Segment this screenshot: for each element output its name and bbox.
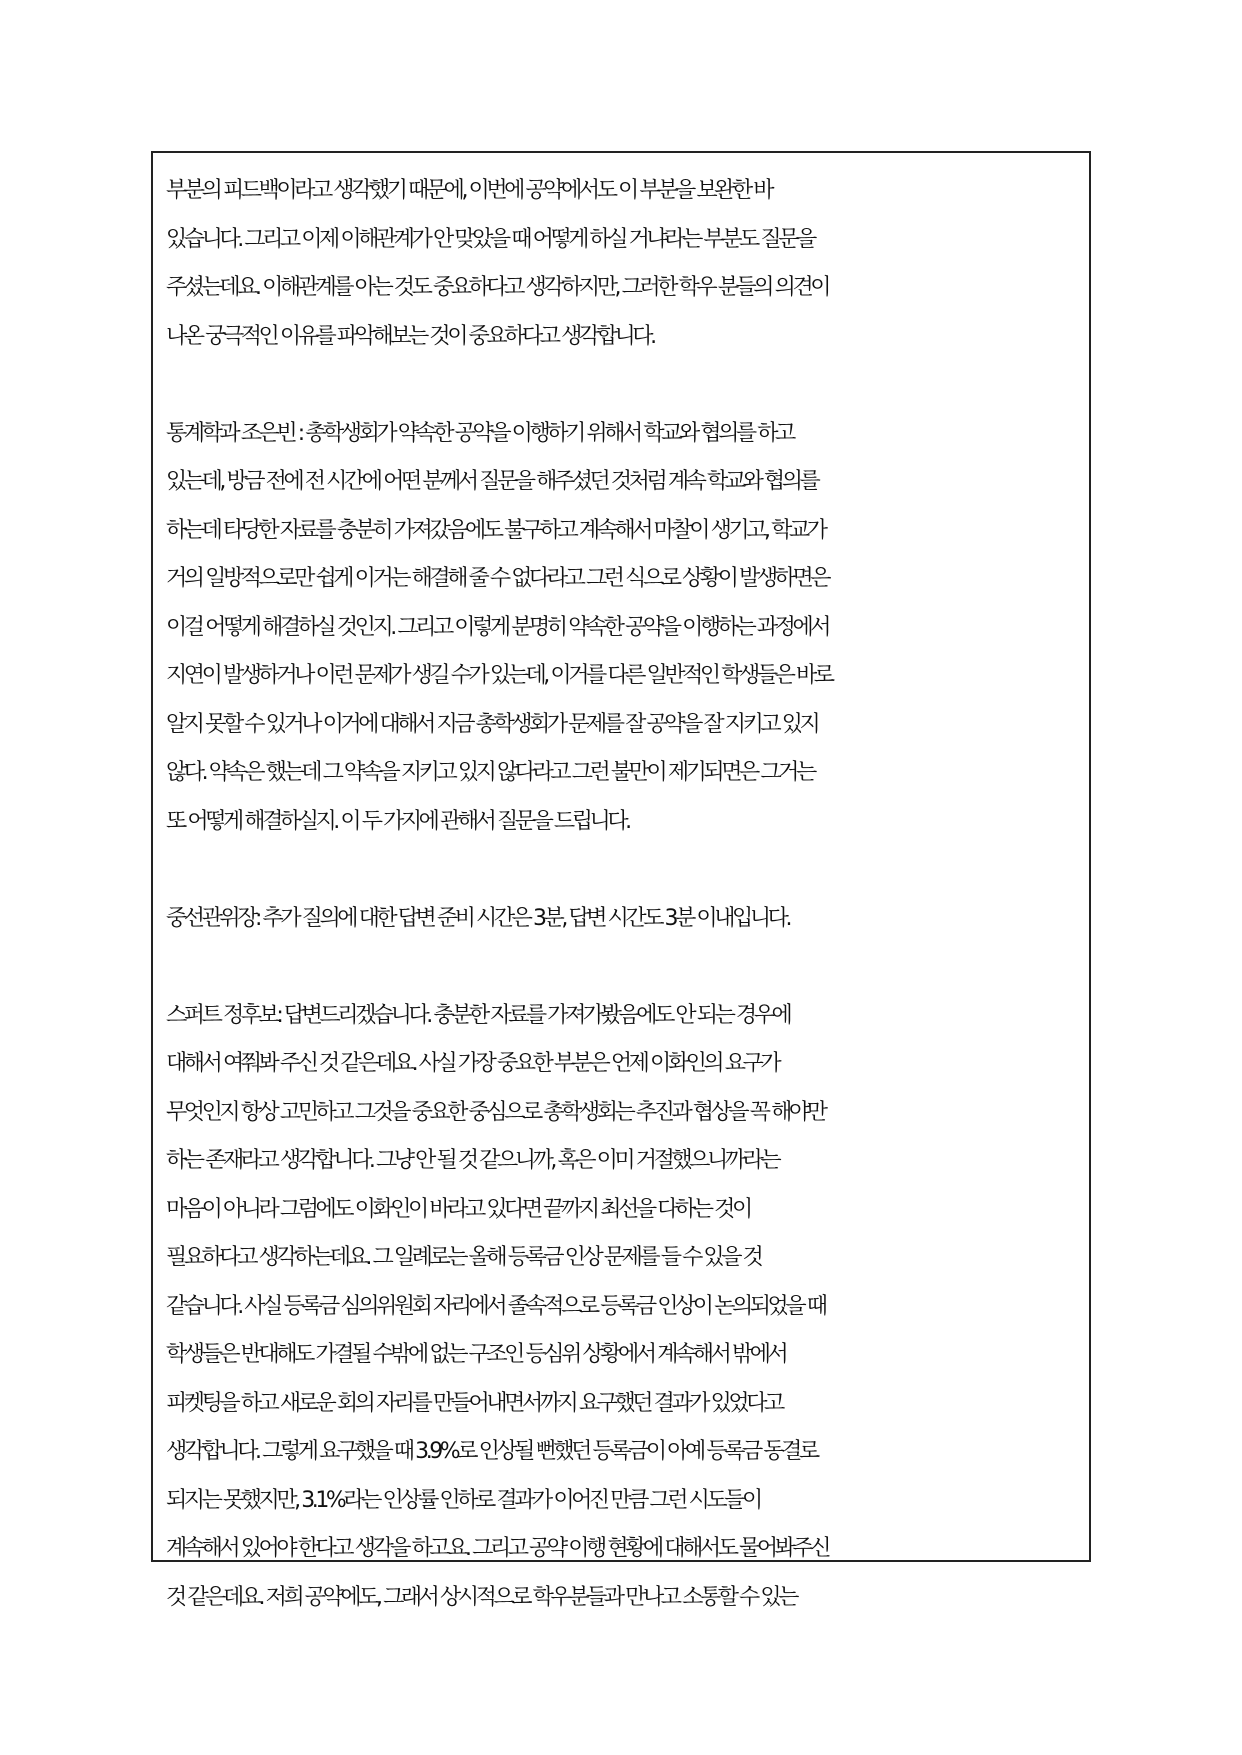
text-line: 주셨는데요. 이해관계를 아는 것도 중요하다고 생각하지만, 그러한 학우 분들의 의견이 xyxy=(166,275,829,300)
text-line: 부분의 피드백이라고 생각했기 때문에, 이번에 공약에서도 이 부분을 보완한 바 xyxy=(166,178,772,203)
text-line: 이걸 어떻게 해결하실 것인지. 그리고 이렇게 분명히 약속한 공약을 이행하는 과정에서 xyxy=(166,614,829,640)
paragraph-gap xyxy=(166,846,1089,895)
paragraph-gap xyxy=(166,361,1089,410)
text-line: 필요하다고 생각하는데요. 그 일례로는 올해 등록금 인상 문제를 들 수 있을 것 xyxy=(166,1245,761,1270)
text-line: 알지 못할 수 있거나 이거에 대해서 지금 총학생회가 문제를 잘 공약을 잘 지키고 있지 xyxy=(166,711,818,737)
text-line: 생각합니다. 그렇게 요구했을 때 3.9%로 인상될 뻔했던 등록금이 아예 등록금 동결로 xyxy=(166,1439,817,1464)
paragraph-candidate-response-intro xyxy=(166,167,1089,361)
text-line: 또 어떻게 해결하실지. 이 두 가지에 관해서 질문을 드립니다. xyxy=(166,808,629,834)
text-line: 같습니다. 사실 등록금 심의위원회 자리에서 졸속적으로 등록금 인상이 논의되었을 때 xyxy=(166,1293,825,1319)
text-line: 무엇인지 항상 고민하고 그것을 중요한 중심으로 총학생회는 추진과 협상을 꼭 해야만 xyxy=(166,1099,825,1125)
text-line: 대해서 여쭤봐 주신 것 같은데요. 사실 가장 중요한 부분은 언제 이화인의 요구가 xyxy=(166,1051,779,1076)
text-line: 통계학과 조은빈 : 총학생회가 약속한 공약을 이행하기 위해서 학교와 협의를 하고 xyxy=(166,420,793,446)
text-line: 지연이 발생하거나 이런 문제가 생길 수가 있는데, 이거를 다른 일반적인 학생들은 바로 xyxy=(166,663,832,688)
text-line: 되지는 못했지만, 3.1%라는 인상률 인하로 결과가 이어진 만큼 그런 시도들이 xyxy=(166,1487,760,1513)
paragraph-statistics-question xyxy=(166,410,1089,847)
transcript-box xyxy=(151,151,1091,1610)
text-line: 것 같은데요. 저희 공약에도, 그래서 상시적으로 학우분들과 만나고 소통할 수 있는 xyxy=(166,1584,796,1610)
text-line: 중선관위장: 추가 질의에 대한 답변 준비 시간은 3분, 답변 시간도 3분 이내입니다. xyxy=(166,905,789,931)
paragraph-election-chair xyxy=(166,895,1089,944)
text-line: 마음이 아니라 그럼에도 이화인이 바라고 있다면 끝까지 최선을 다하는 것이 xyxy=(166,1196,750,1222)
text-line: 피켓팅을 하고 새로운 회의 자리를 만들어내면서까지 요구했던 결과가 있었다고 xyxy=(166,1390,782,1416)
text-line: 있습니다. 그리고 이제 이해관계가 안 맞았을 때 어떻게 하실 거냐라는 부분도 질문을 xyxy=(166,226,814,252)
text-line: 스퍼트 정후보: 답변드리겠습니다. 충분한 자료를 가져가봤음에도 안 되는 경우에 xyxy=(166,1002,790,1028)
paragraph-gap xyxy=(166,943,1089,992)
text-line: 않다. 약속은 했는데 그 약속을 지키고 있지 않다라고 그런 불만이 제기되면은 그거는 xyxy=(166,760,814,785)
text-line: 하는데 타당한 자료를 충분히 가져갔음에도 불구하고 계속해서 마찰이 생기고, 학교가 xyxy=(166,517,825,543)
text-line: 나온 궁극적인 이유를 파악해보는 것이 중요하다고 생각합니다. xyxy=(166,323,654,349)
text-line: 하는 존재라고 생각합니다. 그냥 안 될 것 같으니까, 혹은 이미 거절했으니까라는 xyxy=(166,1148,779,1173)
text-line: 계속해서 있어야 한다고 생각을 하고요. 그리고 공약 이행 현황에 대해서도 물어봐주신 xyxy=(166,1536,829,1561)
text-line: 거의 일방적으로만 쉽게 이거는 해결해 줄 수 없다라고 그런 식으로 상황이 발생하면은 xyxy=(166,566,829,591)
text-line: 학생들은 반대해도 가결될 수밖에 없는 구조인 등심위 상황에서 계속해서 밖에서 xyxy=(166,1342,786,1367)
text-line: 있는데, 방금 전에 전 시간에 어떤 분께서 질문을 해주셨던 것처럼 계속 학교와 협의를 xyxy=(166,469,818,494)
paragraph-candidate-answer xyxy=(166,992,1089,1623)
